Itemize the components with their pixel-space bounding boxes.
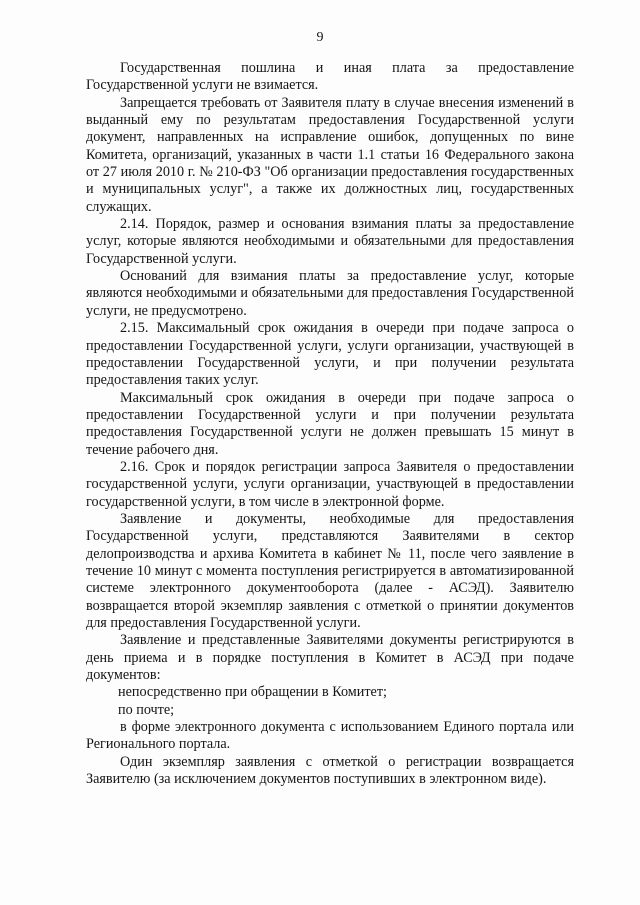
paragraph-copy-returned: Один экземпляр заявления с отметкой о регистрации возвращается Заявителю (за исключением документов поступивших в электронном виде). — [86, 753, 574, 788]
paragraph-submission-procedure: Заявление и документы, необходимые для предоставления Государственной услуги, представляются Заявителями в сектор делопроизводства и архива Комитета в кабинет № 11, после чего заявление в течение 10 минут с момента поступления регистрируется в автоматизированной системе электронного документооборота (далее - АСЭД). Заявителю возвращается второй экземпляр заявления с отметкой о принятии документов для предоставления Государственной услуги. — [86, 510, 574, 631]
list-item-electronic: в форме электронного документа с использованием Единого портала или Регионального портала. — [86, 719, 574, 753]
section-heading-2-16: 2.16. Срок и порядок регистрации запроса Заявителя о предоставлении государственной услуги, услуги организации, участвующей в предоставлении государственной услуги, в том числе в электронной форме. — [86, 458, 574, 510]
section-heading-2-14: 2.14. Порядок, размер и основания взимания платы за предоставление услуг, которые являются необходимыми и обязательными для предоставления Государственной услуги. — [86, 216, 574, 267]
paragraph-fee-prohibition: Запрещается требовать от Заявителя плату в случае внесения изменений в выданный ему по результатам предоставления Государственной услуги документ, направленных на исправление ошибок, допущенных по вине Комитета, организаций, указанных в части 1.1 статьи 16 Федерального закона от 27 июля 2010 г. № 210-ФЗ "Об организации предоставления государственных и муниципальных услуг", а также их должностных лиц, государственных служащих. — [86, 94, 574, 215]
paragraph-state-fee: Государственная пошлина и иная плата за предоставление Государственной услуги не взимается. — [86, 60, 574, 94]
list-item-in-person: непосредственно при обращении в Комитет; — [118, 684, 387, 701]
paragraph-registration: Заявление и представленные Заявителями документы регистрируются в день приема и в порядке поступления в Комитет в АСЭД при подаче документов: — [86, 632, 574, 684]
body-text — [86, 60, 574, 788]
page-number: 9 — [316, 30, 324, 45]
section-heading-2-15: 2.15. Максимальный срок ожидания в очереди при подаче запроса о предоставлении Государственной услуги, услуги организации, участвующей в предоставлении Государственной услуги, и при получении результата предоставления таких услуг. — [86, 320, 574, 389]
paragraph-max-wait: Максимальный срок ожидания в очереди при подаче запроса о предоставлении Государственной услуги и при получении результата предоставления Государственной услуги не должен превышать 15 минут в течение рабочего дня. — [86, 389, 574, 458]
list-item-by-mail: по почте; — [118, 701, 175, 718]
paragraph-no-fee-grounds: Оснований для взимания платы за предоставление услуг, которые являются необходимыми и обязательными для предоставления Государственной услуги, не предусмотрено. — [86, 268, 574, 319]
